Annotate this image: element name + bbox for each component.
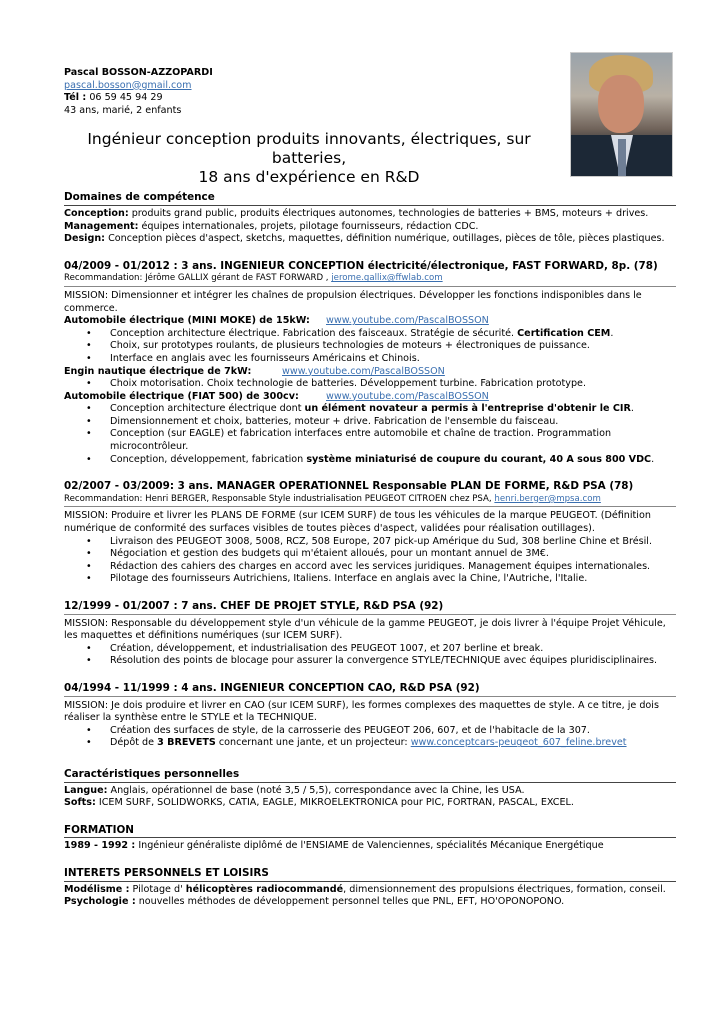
email-link[interactable]: pascal.bosson@gmail.com bbox=[64, 79, 192, 91]
youtube-link[interactable]: www.youtube.com/PascalBOSSON bbox=[326, 315, 489, 327]
perso-title: Caractéristiques personnelles bbox=[64, 768, 676, 783]
recommendation: Recommandation: Henri BERGER, Responsable Style industrialisation PEUGEOT CITROEN chez PSA, henri.berger@mpsa.com bbox=[64, 493, 676, 508]
bullet-list bbox=[64, 378, 676, 391]
modelisme-line: Modélisme : Pilotage d' hélicoptères radiocommandé, dimensionnement des propulsions électriques, formation, conseil. bbox=[64, 883, 666, 895]
interets-title: INTERETS PERSONNELS ET LOISIRS bbox=[64, 867, 676, 882]
project-title: Automobile électrique (FIAT 500) de 300cv: www.youtube.com/PascalBOSSON bbox=[64, 390, 489, 402]
job-title: 04/2009 - 01/2012 : 3 ans. INGENIEUR CONCEPTION électricité/électronique, FAST FORWARD, 8p. (78) bbox=[64, 259, 658, 272]
list-item: • Rédaction des cahiers des charges en accord avec les services juridiques. Management équipes internationales. bbox=[110, 561, 676, 574]
bullet-list bbox=[64, 725, 676, 750]
competence-item: Conception: produits grand public, produits électriques autonomes, technologies de batteries + BMS, moteurs + drives. bbox=[64, 207, 649, 219]
competence-item: Design: Conception pièces d'aspect, sketchs, maquettes, définition numérique, outillages, pièces de tôle, pièces plastiques. bbox=[64, 233, 665, 245]
project-title: Automobile électrique (MINI MOKE) de 15kW: www.youtube.com/PascalBOSSON bbox=[64, 315, 489, 327]
competences-list bbox=[64, 208, 676, 246]
langue-line: Langue: Anglais, opérationnel de base (noté 3,5 / 5,5), correspondance avec la Chine, les USA. bbox=[64, 784, 525, 796]
recommendation: Recommandation: Jérôme GALLIX gérant de FAST FORWARD , jerome.gallix@ffwlab.com bbox=[64, 272, 676, 287]
patent-link[interactable]: www.conceptcars-peugeot_607_feline.brevet bbox=[410, 737, 627, 749]
mission: MISSION: Produire et livrer les PLANS DE FORME (sur ICEM SURF) de tous les véhicules de la marque PEUGEOT. (Définition numérique de conformité des surfaces visibles de toutes pièces d'aspect, validées pour réalisation outillages). bbox=[64, 510, 651, 535]
bullet-list bbox=[64, 536, 676, 586]
list-item: • Conception architecture électrique dont un élément novateur a permis à l'entreprise d'obtenir le CIR. bbox=[110, 403, 676, 416]
list-item: • Interface en anglais avec les fournisseurs Américains et Chinois. bbox=[110, 353, 676, 366]
list-item: • Création, développement, et industrialisation des PEUGEOT 1007, et 207 berline et break. bbox=[110, 643, 676, 656]
list-item: • Création des surfaces de style, de la carrosserie des PEUGEOT 206, 607, et de l'habitacle de la 307. bbox=[110, 725, 676, 738]
youtube-link[interactable]: www.youtube.com/PascalBOSSON bbox=[326, 390, 489, 402]
list-item: • Conception, développement, fabrication système miniaturisé de coupure du courant, 40 A sous 800 VDC. bbox=[110, 454, 676, 467]
name: Pascal BOSSON-AZZOPARDI bbox=[64, 67, 213, 78]
job-title: 12/1999 - 01/2007 : 7 ans. CHEF DE PROJET STYLE, R&D PSA (92) bbox=[64, 600, 676, 615]
formation-title: FORMATION bbox=[64, 824, 676, 839]
list-item: • Choix, sur prototypes roulants, de plusieurs technologies de moteurs + électroniques de puissance. bbox=[110, 340, 676, 353]
formation-line: 1989 - 1992 : Ingénieur généraliste diplômé de l'ENSIAME de Valenciennes, spécialités Mécanique Energétique bbox=[64, 840, 604, 852]
reco-email-link[interactable]: jerome.gallix@ffwlab.com bbox=[331, 273, 443, 284]
competences-title: Domaines de compétence bbox=[64, 191, 676, 206]
job-title: 04/1994 - 11/1999 : 4 ans. INGENIEUR CONCEPTION CAO, R&D PSA (92) bbox=[64, 682, 676, 697]
psychologie-line: Psychologie : nouvelles méthodes de développement personnel telles que PNL, EFT, HO'OPONOPONO. bbox=[64, 896, 565, 908]
list-item: • Livraison des PEUGEOT 3008, 5008, RCZ, 508 Europe, 207 pick-up Amérique du Sud, 308 berline Chine et Brésil. bbox=[110, 536, 676, 549]
list-item: • Conception (sur EAGLE) et fabrication interfaces entre automobile et chaîne de traction. Programmation microcontrôleur. bbox=[110, 428, 676, 453]
bullet-list bbox=[64, 403, 676, 466]
youtube-link[interactable]: www.youtube.com/PascalBOSSON bbox=[282, 365, 445, 377]
list-item: • Choix motorisation. Choix technologie de batteries. Développement turbine. Fabrication prototype. bbox=[110, 378, 676, 391]
headline: Ingénieur conception produits innovants, électriques, sur batteries, 18 ans d'expérience en R&D bbox=[87, 130, 531, 187]
project-title: Engin nautique électrique de 7kW: www.youtube.com/PascalBOSSON bbox=[64, 365, 445, 377]
list-item: • Dépôt de 3 BREVETS concernant une jante, et un projecteur: www.conceptcars-peugeot_607_feline.brevet bbox=[110, 737, 676, 750]
mission: MISSION: Je dois produire et livrer en CAO (sur ICEM SURF), les formes complexes des maquettes de style. A ce titre, je dois réaliser la synthèse entre le STYLE et la TECHNIQUE. bbox=[64, 699, 659, 724]
list-item: • Résolution des points de blocage pour assurer la convergence STYLE/TECHNIQUE avec équipes pluridisciplinaires. bbox=[110, 655, 676, 668]
job-title: 02/2007 - 03/2009: 3 ans. MANAGER OPERATIONNEL Responsable PLAN DE FORME, R&D PSA (78) bbox=[64, 480, 634, 493]
list-item: • Pilotage des fournisseurs Autrichiens, Italiens. Interface en anglais avec la Chine, l'Autriche, l'Italie. bbox=[110, 573, 676, 586]
age-info: 43 ans, marié, 2 enfants bbox=[64, 104, 182, 116]
phone-line: Tél : 06 59 45 94 29 bbox=[64, 92, 163, 104]
mission: MISSION: Responsable du développement style d'un véhicule de la gamme PEUGEOT, je dois livrer à l'équipe Projet Véhicule, les maquettes et définitions numériques (sur ICEM SURF). bbox=[64, 617, 666, 642]
mission: MISSION: Dimensionner et intégrer les chaînes de propulsion électriques. Développer les fonctions indisponibles dans le commerce. bbox=[64, 289, 642, 314]
reco-email-link[interactable]: henri.berger@mpsa.com bbox=[494, 493, 601, 504]
softs-line: Softs: ICEM SURF, SOLIDWORKS, CATIA, EAGLE, MIKROELEKTRONICA pour PIC, FORTRAN, PASCAL, EXCEL. bbox=[64, 797, 574, 809]
list-item: • Dimensionnement et choix, batteries, moteur + drive. Fabrication de l'ensemble du faisceau. bbox=[110, 416, 676, 429]
resume-page bbox=[64, 67, 676, 909]
bullet-list bbox=[64, 328, 676, 366]
list-item: • Conception architecture électrique. Fabrication des faisceaux. Stratégie de sécurité. Certification CEM. bbox=[110, 328, 676, 341]
list-item: • Négociation et gestion des budgets qui m'étaient alloués, pour un montant annuel de 3M€. bbox=[110, 548, 676, 561]
bullet-list bbox=[64, 643, 676, 668]
competence-item: Management: équipes internationales, projets, pilotage fournisseurs, rédaction CDC. bbox=[64, 220, 479, 232]
